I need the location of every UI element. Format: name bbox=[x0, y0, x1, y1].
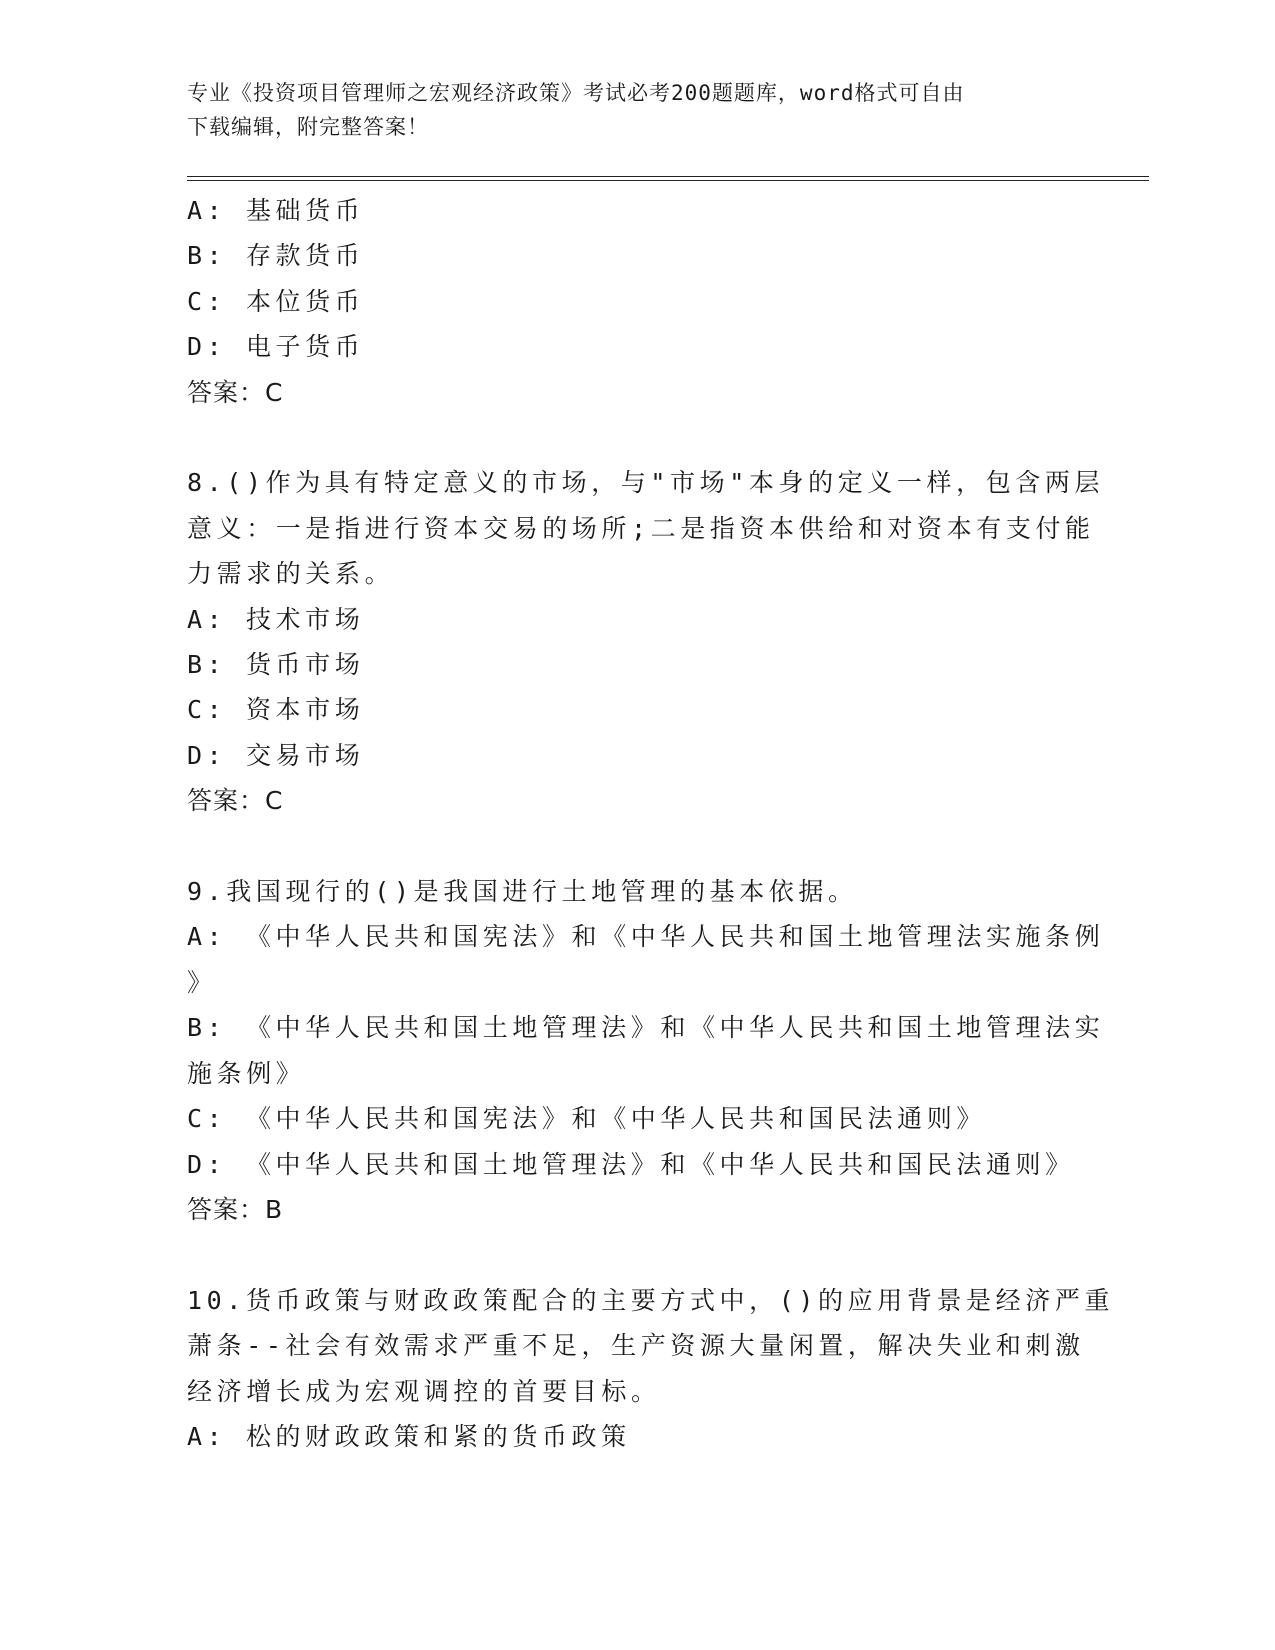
spacer bbox=[187, 824, 1087, 869]
q10-stem-line-1: 10.货币政策与财政政策配合的主要方式中，()的应用背景是经济严重 bbox=[187, 1285, 1115, 1315]
question-10-block bbox=[187, 1278, 1115, 1460]
q9-stem-line-1: 9.我国现行的()是我国进行土地管理的基本依据。 bbox=[187, 877, 858, 907]
q10-stem-line-2: 萧条--社会有效需求严重不足，生产资源大量闲置，解决失业和刺激 bbox=[187, 1331, 1085, 1361]
q9-option-c: C: 《中华人民共和国宪法》和《中华人民共和国民法通则》 bbox=[187, 1104, 986, 1134]
header-divider bbox=[187, 176, 1149, 181]
q9-option-a-cont: 》 bbox=[187, 967, 217, 997]
q9-option-a: A: 《中华人民共和国宪法》和《中华人民共和国土地管理法实施条例 bbox=[187, 922, 1105, 952]
header-line-1: 专业《投资项目管理师之宏观经济政策》考试必考200题题库，word格式可自由 bbox=[187, 81, 965, 105]
q8-option-a: A: 技术市场 bbox=[187, 604, 365, 634]
question-list bbox=[187, 188, 1115, 1459]
q7-option-d: D: 电子货币 bbox=[187, 332, 365, 362]
q9-option-b-cont: 施条例》 bbox=[187, 1058, 306, 1088]
q10-stem-line-3: 经济增长成为宏观调控的首要目标。 bbox=[187, 1376, 661, 1406]
q10-option-a: A: 松的财政政策和紧的货币政策 bbox=[187, 1421, 631, 1451]
q9-answer: 答案：B bbox=[187, 1194, 284, 1224]
q7-option-a: A: 基础货币 bbox=[187, 196, 365, 225]
q9-option-b: B: 《中华人民共和国土地管理法》和《中华人民共和国土地管理法实 bbox=[187, 1013, 1105, 1043]
q8-answer: 答案：C bbox=[187, 786, 284, 816]
question-7-block bbox=[187, 188, 1087, 415]
document-header bbox=[187, 76, 1087, 144]
q8-option-b: B: 货币市场 bbox=[187, 650, 365, 680]
q8-stem-line-1: 8.()作为具有特定意义的市场，与"市场"本身的定义一样，包含两层 bbox=[187, 468, 1105, 498]
q7-option-c: C: 本位货币 bbox=[187, 286, 365, 316]
spacer bbox=[187, 1232, 1087, 1277]
q8-option-d: D: 交易市场 bbox=[187, 740, 365, 770]
spacer bbox=[187, 415, 1087, 460]
header-line-2: 下载编辑，附完整答案！ bbox=[187, 115, 429, 139]
q9-option-d: D: 《中华人民共和国土地管理法》和《中华人民共和国民法通则》 bbox=[187, 1149, 1075, 1179]
q7-option-b: B: 存款货币 bbox=[187, 241, 365, 271]
q8-option-c: C: 资本市场 bbox=[187, 695, 365, 725]
q8-stem-line-2: 意义：一是指进行资本交易的场所;二是指资本供给和对资本有支付能 bbox=[187, 513, 1095, 543]
q7-answer: 答案：C bbox=[187, 377, 284, 407]
question-8-block bbox=[187, 460, 1105, 823]
q8-stem-line-3: 力需求的关系。 bbox=[187, 559, 395, 589]
question-9-block bbox=[187, 869, 1105, 1232]
